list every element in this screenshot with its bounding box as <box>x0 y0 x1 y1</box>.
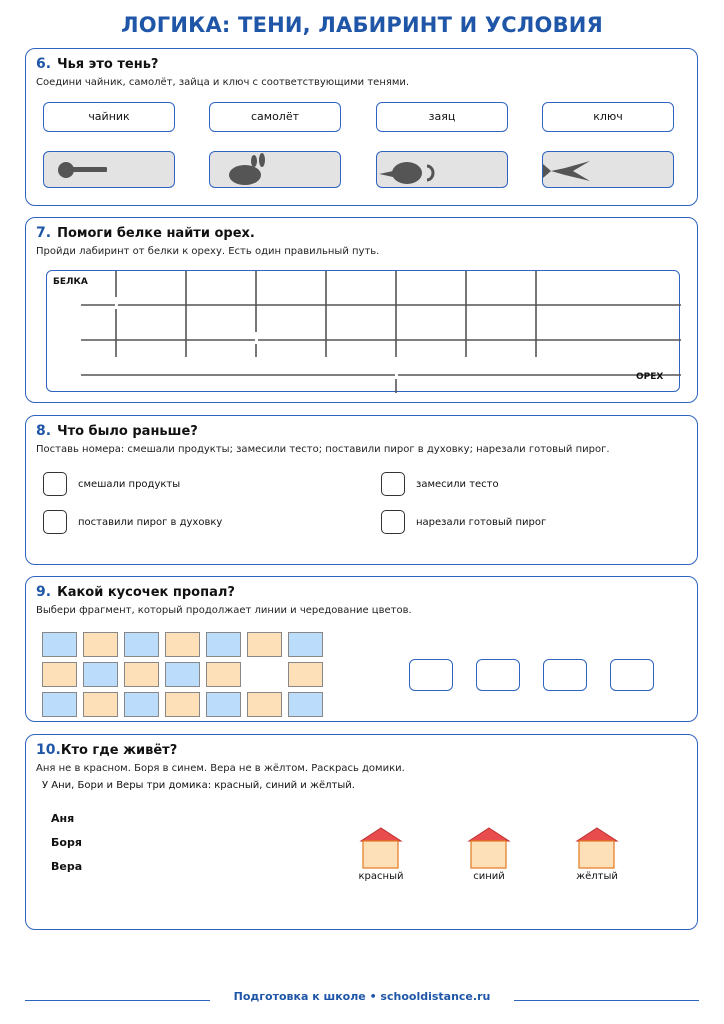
task-description: Аня не в красном. Боря в синем. Вера не в жёлтом. Раскрась домики. <box>36 763 405 774</box>
house-yellow[interactable] <box>567 827 627 887</box>
house-label: синий <box>473 871 505 882</box>
task-number: 6. <box>36 56 52 72</box>
child-name-anya: Аня <box>51 812 75 825</box>
order-option-2 <box>381 472 499 496</box>
house-icon <box>567 827 627 871</box>
footer-text[interactable]: Подготовка к школе • schooldistance.ru <box>233 990 491 1003</box>
pattern-tile <box>83 632 118 657</box>
pattern-tile <box>42 662 77 687</box>
task-intro: У Ани, Бори и Веры три домика: красный, синий и жёлтый. <box>42 780 355 791</box>
pattern-tile <box>247 692 282 717</box>
task-title: Кто где живёт? <box>60 743 178 758</box>
task-number: 7. <box>36 225 52 241</box>
pattern-tile <box>206 662 241 687</box>
option-label: поставили пирог в духовку <box>78 516 223 528</box>
order-number-box[interactable] <box>381 510 405 534</box>
task-number: 10. <box>36 742 61 758</box>
word-card-rabbit[interactable]: заяц <box>376 102 508 132</box>
task-title: Какой кусочек пропал? <box>57 585 235 600</box>
page-title: ЛОГИКА: ТЕНИ, ЛАБИРИНТ И УСЛОВИЯ <box>121 13 603 37</box>
task-number: 9. <box>36 584 52 600</box>
task-7-header <box>36 225 255 241</box>
pattern-tile <box>288 662 323 687</box>
task-10-header <box>36 742 177 758</box>
house-red[interactable] <box>351 827 411 887</box>
pattern-tile <box>288 632 323 657</box>
order-option-1 <box>43 472 180 496</box>
task-10-section <box>25 734 698 930</box>
rabbit-shadow-icon <box>210 152 341 188</box>
pattern-tile <box>206 692 241 717</box>
house-label: красный <box>358 871 404 882</box>
pattern-tile <box>165 692 200 717</box>
task-9-header <box>36 584 235 600</box>
option-label: смешали продукты <box>78 478 181 490</box>
answer-box-4[interactable] <box>610 659 654 691</box>
task-6-section <box>25 48 698 206</box>
key-shadow-icon <box>44 152 175 188</box>
word-card-teapot[interactable]: чайник <box>43 102 175 132</box>
order-number-box[interactable] <box>381 472 405 496</box>
pattern-tile <box>42 632 77 657</box>
order-number-box[interactable] <box>43 472 67 496</box>
maze-end-label: ОРЕХ <box>636 372 664 382</box>
task-description: Поставь номера: смешали продукты; замесили тесто; поставили пирог в духовку; нарезали готовый пирог. <box>36 444 610 455</box>
task-title: Чья это тень? <box>57 57 159 72</box>
task-description: Выбери фрагмент, который продолжает линии и чередование цветов. <box>36 605 412 616</box>
house-blue[interactable] <box>459 827 519 887</box>
shadow-card-2[interactable] <box>209 151 341 188</box>
task-description: Пройди лабиринт от белки к ореху. Есть один правильный путь. <box>36 246 380 257</box>
pattern-tile <box>165 662 200 687</box>
teapot-shadow-icon <box>377 152 508 188</box>
pattern-tile <box>165 632 200 657</box>
pattern-tile <box>83 662 118 687</box>
shadow-card-1[interactable] <box>43 151 175 188</box>
pattern-tile <box>42 692 77 717</box>
task-number: 8. <box>36 423 52 439</box>
pattern-tile <box>124 662 159 687</box>
house-icon <box>351 827 411 871</box>
task-9-section <box>25 576 698 722</box>
task-7-section <box>25 217 698 403</box>
answer-box-2[interactable] <box>476 659 520 691</box>
order-option-3 <box>43 510 222 534</box>
pattern-tile <box>288 692 323 717</box>
task-8-header <box>36 423 198 439</box>
order-option-4 <box>381 510 546 534</box>
order-number-box[interactable] <box>43 510 67 534</box>
pattern-tile <box>206 632 241 657</box>
child-name-borya: Боря <box>51 836 82 849</box>
maze-walls <box>47 271 681 393</box>
word-card-key[interactable]: ключ <box>542 102 674 132</box>
airplane-shadow-icon <box>543 152 674 188</box>
pattern-tile <box>124 632 159 657</box>
option-label: нарезали готовый пирог <box>416 516 547 528</box>
word-card-airplane[interactable]: самолёт <box>209 102 341 132</box>
answer-box-1[interactable] <box>409 659 453 691</box>
house-icon <box>459 827 519 871</box>
task-8-section <box>25 415 698 565</box>
task-description: Соедини чайник, самолёт, зайца и ключ с соответствующими тенями. <box>36 77 410 88</box>
shadow-card-3[interactable] <box>376 151 508 188</box>
pattern-tile <box>124 692 159 717</box>
house-label: жёлтый <box>576 871 618 882</box>
option-label: замесили тесто <box>416 478 499 490</box>
answer-box-3[interactable] <box>543 659 587 691</box>
pattern-tile <box>247 632 282 657</box>
shadow-card-4[interactable] <box>542 151 674 188</box>
task-6-header <box>36 56 158 72</box>
child-name-vera: Вера <box>51 860 83 873</box>
task-title: Помоги белке найти орех. <box>57 226 255 241</box>
task-title: Что было раньше? <box>57 424 198 439</box>
maze[interactable] <box>46 270 680 392</box>
pattern-tile <box>83 692 118 717</box>
maze-start-label: БЕЛКА <box>53 277 88 287</box>
